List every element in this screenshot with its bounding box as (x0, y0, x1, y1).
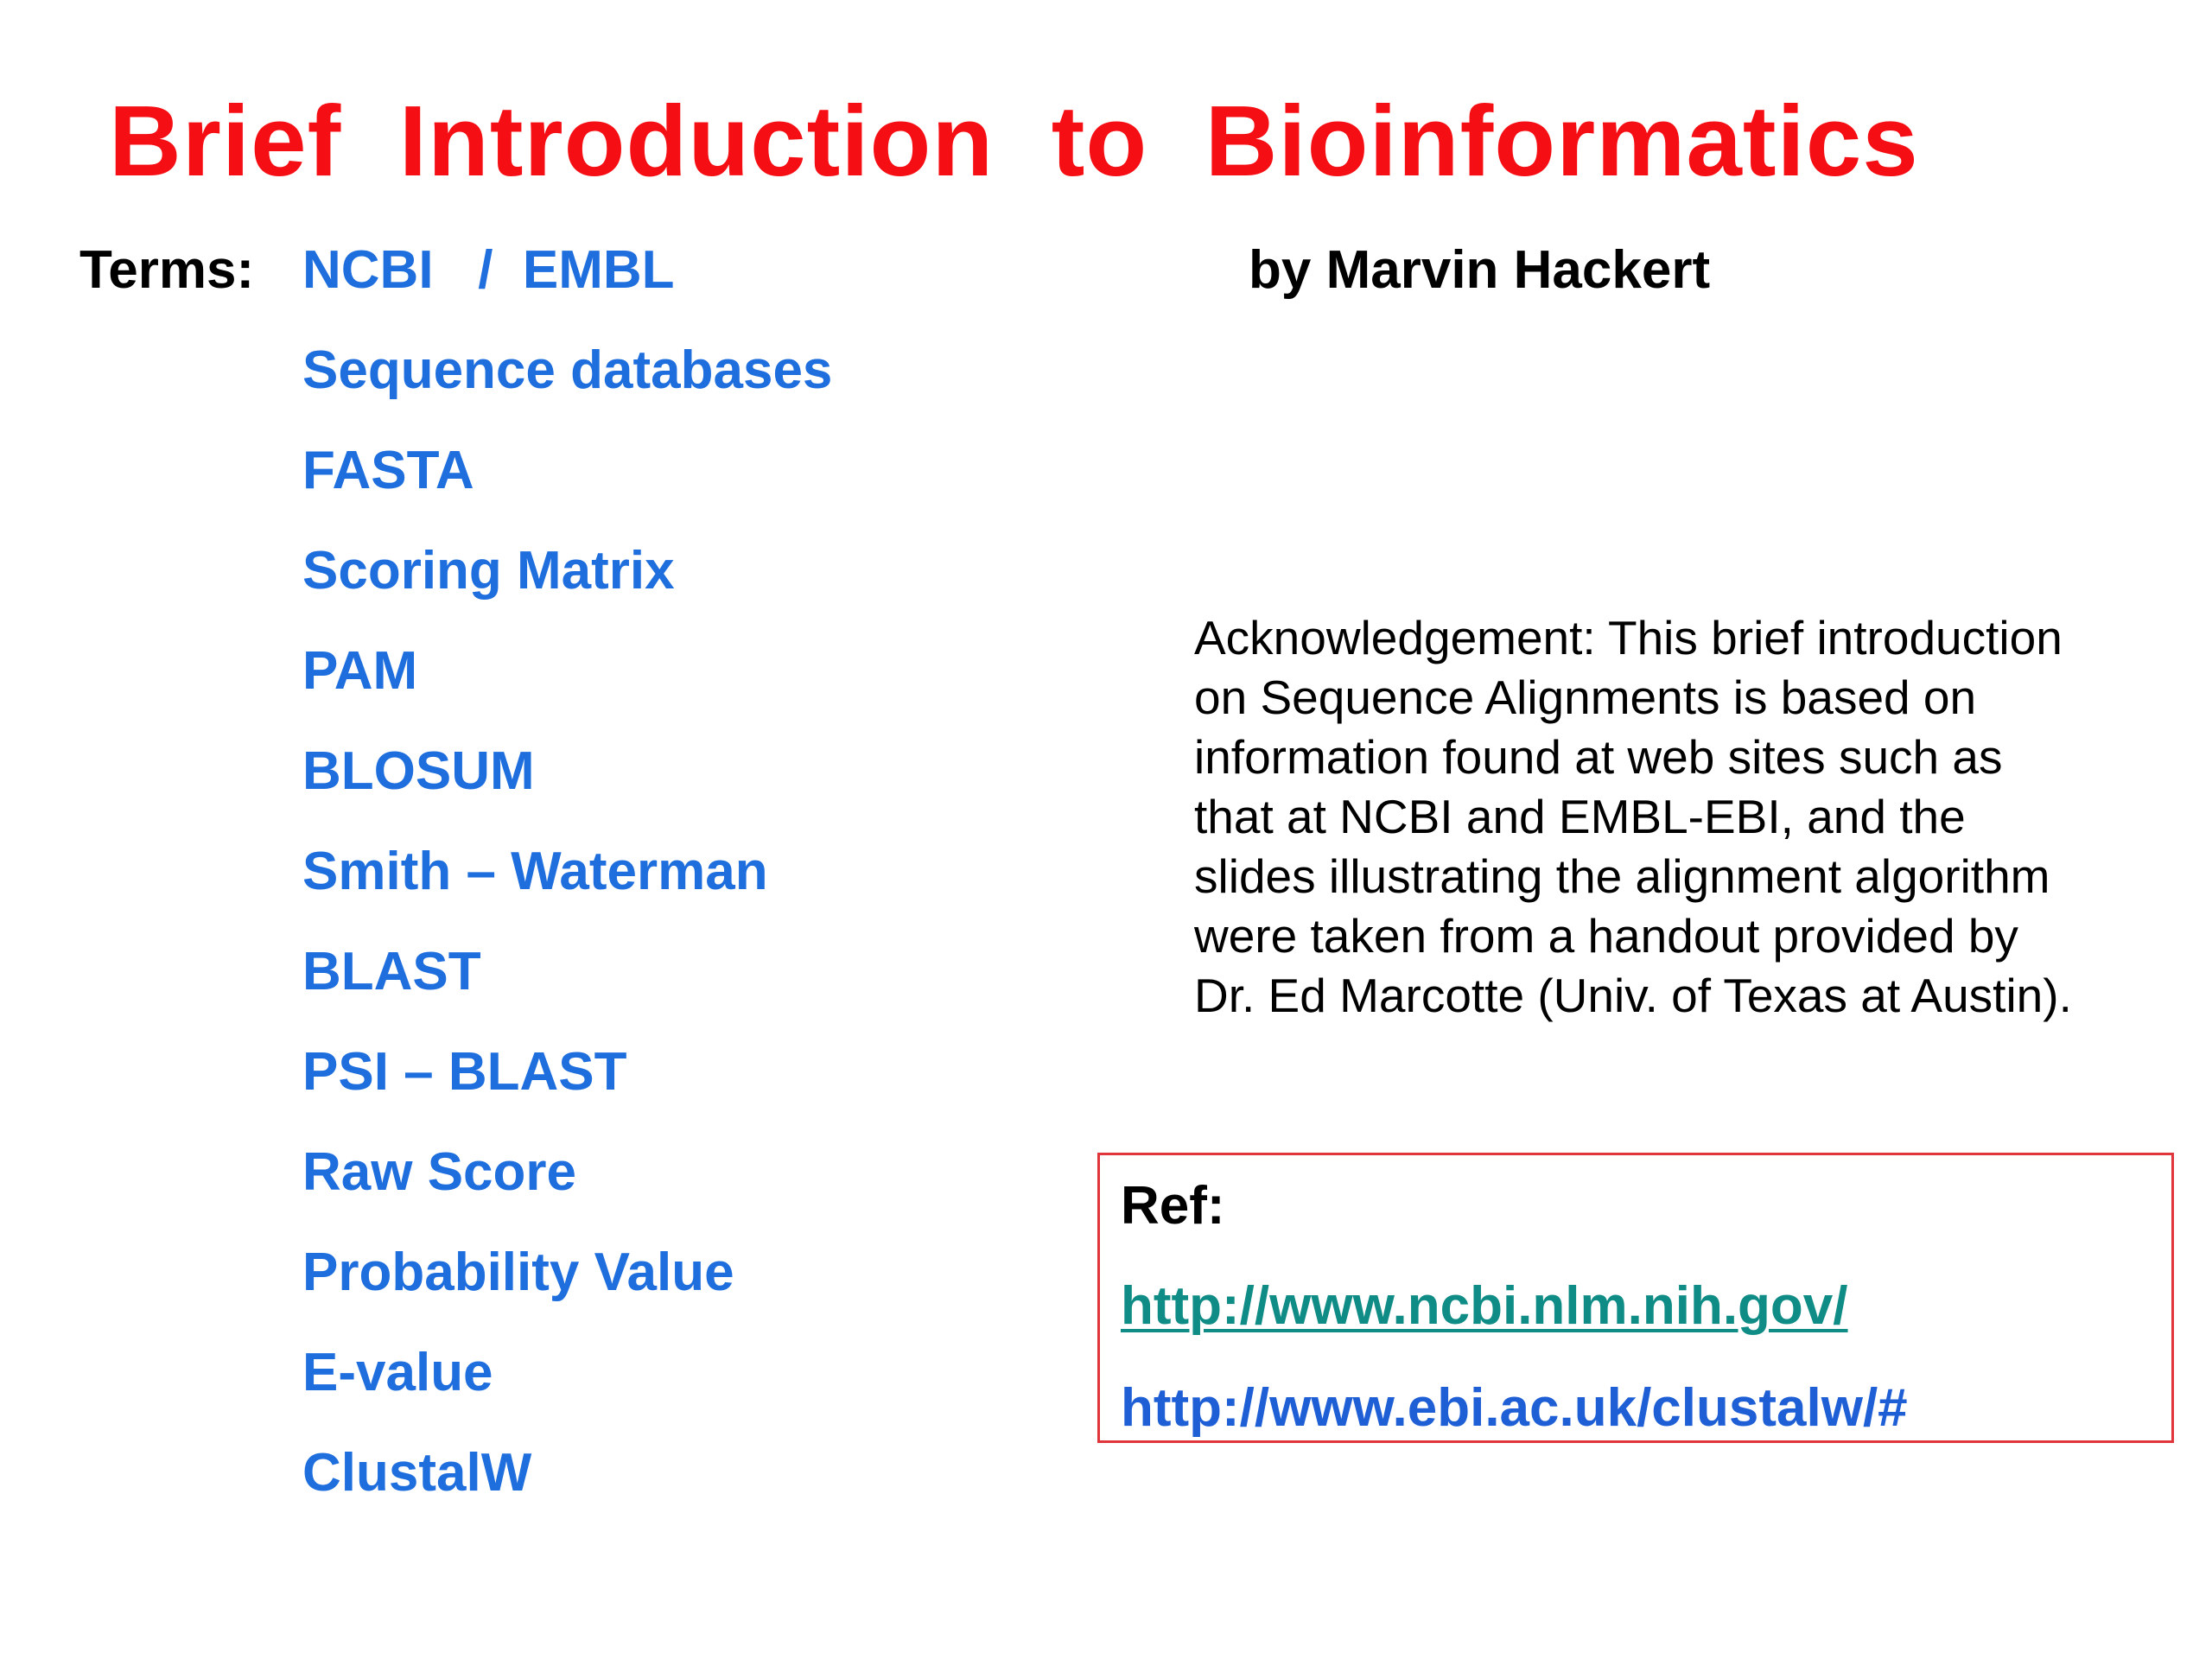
term-blosum[interactable]: BLOSUM (302, 741, 535, 801)
term-sequence-databases[interactable]: Sequence databases (302, 340, 833, 400)
term-clustalw[interactable]: ClustalW (302, 1443, 532, 1503)
acknowledgement-text: Acknowledgement: This brief introduction on Sequence Alignments is based on information found at web sites such as that at NCBI and EMBL-EBI, and the slides illustrating the alignment algorithm were taken from a handout provided by Dr. Ed Marcotte (Univ. of Texas at Austin). (1194, 611, 2072, 1022)
term-pam[interactable]: PAM (302, 641, 418, 701)
term-ncbi-embl[interactable]: NCBI / EMBL (302, 240, 675, 300)
term-smith-waterman[interactable]: Smith – Waterman (302, 842, 768, 901)
term-raw-score[interactable]: Raw Score (302, 1142, 577, 1202)
author-credit: by Marvin Hackert (1249, 240, 1711, 300)
ref-link-ncbi[interactable]: http://www.ncbi.nlm.nih.gov/ (1121, 1276, 1848, 1336)
ref-link-ebi-clustalw[interactable]: http://www.ebi.ac.uk/clustalw/# (1121, 1378, 1908, 1438)
ref-label: Ref: (1121, 1176, 1225, 1236)
term-scoring-matrix[interactable]: Scoring Matrix (302, 541, 675, 601)
slide-title: Brief Introduction to Bioinformatics (109, 85, 1919, 197)
term-probability-value[interactable]: Probability Value (302, 1243, 734, 1302)
terms-list (302, 240, 833, 1547)
reference-box (1097, 1153, 2174, 1443)
terms-label: Terms: (79, 240, 255, 300)
term-psi-blast[interactable]: PSI – BLAST (302, 1042, 627, 1102)
term-blast[interactable]: BLAST (302, 942, 481, 1001)
term-e-value[interactable]: E-value (302, 1343, 493, 1402)
term-fasta[interactable]: FASTA (302, 441, 474, 500)
